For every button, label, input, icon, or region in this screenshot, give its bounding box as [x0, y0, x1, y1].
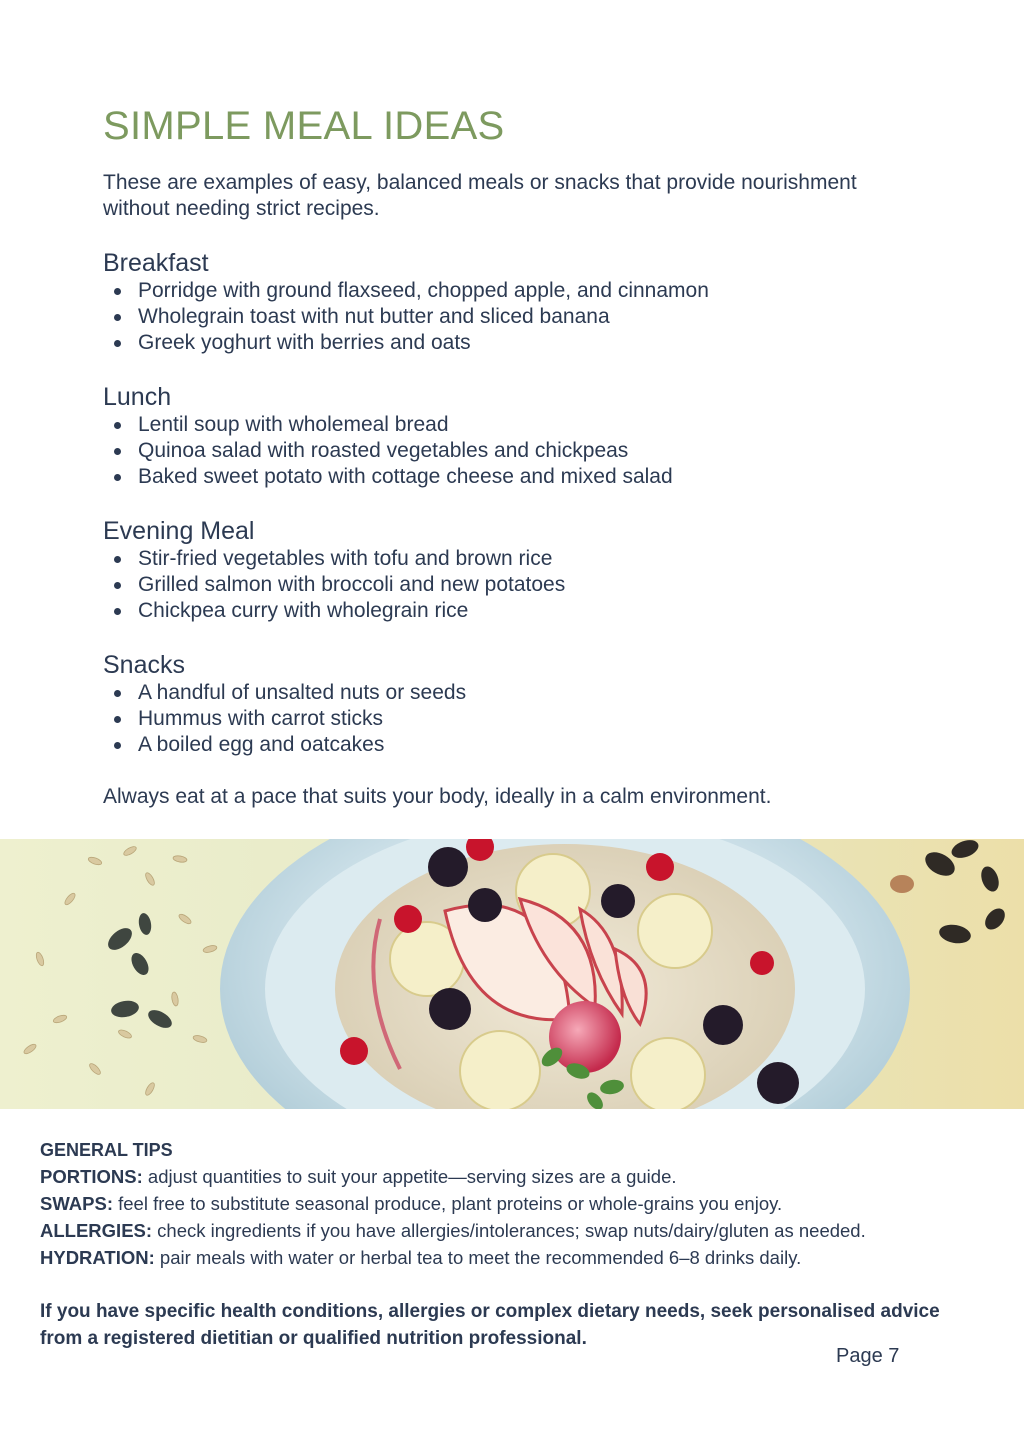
page-number: Page 7: [836, 1345, 900, 1367]
section-heading: Evening Meal: [103, 517, 255, 545]
list-item: Hummus with carrot sticks: [103, 706, 923, 732]
porridge-bowl-photo: [0, 839, 1024, 1109]
section-snacks: [103, 650, 923, 758]
list-item: Baked sweet potato with cottage cheese and mixed salad: [103, 464, 923, 490]
general-tips: [40, 1137, 1000, 1271]
meal-list: [103, 412, 923, 490]
section-breakfast: [103, 248, 923, 356]
intro-text: These are examples of easy, balanced meals or snacks that provide nourishment without needing strict recipes.: [103, 171, 857, 220]
list-item: Wholegrain toast with nut butter and sliced banana: [103, 304, 923, 330]
list-item: Stir-fried vegetables with tofu and brown rice: [103, 546, 923, 572]
tip-text: feel free to substitute seasonal produce, plant proteins or whole-grains you enjoy.: [112, 1193, 783, 1214]
meal-list: [103, 278, 923, 356]
section-lunch: [103, 382, 923, 490]
tip-label: HYDRATION:: [40, 1247, 155, 1268]
section-heading: Lunch: [103, 383, 172, 411]
closing-text: Always eat at a pace that suits your body, ideally in a calm environment.: [103, 785, 772, 808]
tips-heading: GENERAL TIPS: [40, 1140, 173, 1160]
list-item: Porridge with ground flaxseed, chopped apple, and cinnamon: [103, 278, 923, 304]
list-item: A boiled egg and oatcakes: [103, 732, 923, 758]
tip-text: adjust quantities to suit your appetite—serving sizes are a guide.: [142, 1166, 677, 1187]
tip-label: ALLERGIES:: [40, 1220, 153, 1241]
list-item: Grilled salmon with broccoli and new potatoes: [103, 572, 923, 598]
tip-allergies: [40, 1217, 1000, 1244]
section-heading: Breakfast: [103, 249, 209, 277]
meal-list: [103, 546, 923, 624]
tip-text: check ingredients if you have allergies/intolerances; swap nuts/dairy/gluten as needed.: [152, 1220, 866, 1241]
list-item: Chickpea curry with wholegrain rice: [103, 598, 923, 624]
tip-portions: [40, 1163, 1000, 1190]
professional-advice-note: If you have specific health conditions, allergies or complex dietary needs, seek personalised advice from a registered dietitian or qualified nutrition professional.: [40, 1301, 940, 1349]
section-evening-meal: [103, 516, 923, 624]
meal-list: [103, 680, 923, 758]
list-item: Quinoa salad with roasted vegetables and chickpeas: [103, 438, 923, 464]
tip-swaps: [40, 1190, 1000, 1217]
page-title: SIMPLE MEAL IDEAS: [103, 104, 505, 148]
tip-hydration: [40, 1244, 1000, 1271]
section-heading: Snacks: [103, 651, 185, 679]
tip-text: pair meals with water or herbal tea to meet the recommended 6–8 drinks daily.: [154, 1247, 802, 1268]
tip-label: SWAPS:: [40, 1193, 113, 1214]
list-item: A handful of unsalted nuts or seeds: [103, 680, 923, 706]
list-item: Lentil soup with wholemeal bread: [103, 412, 923, 438]
list-item: Greek yoghurt with berries and oats: [103, 330, 923, 356]
tip-label: PORTIONS:: [40, 1166, 143, 1187]
